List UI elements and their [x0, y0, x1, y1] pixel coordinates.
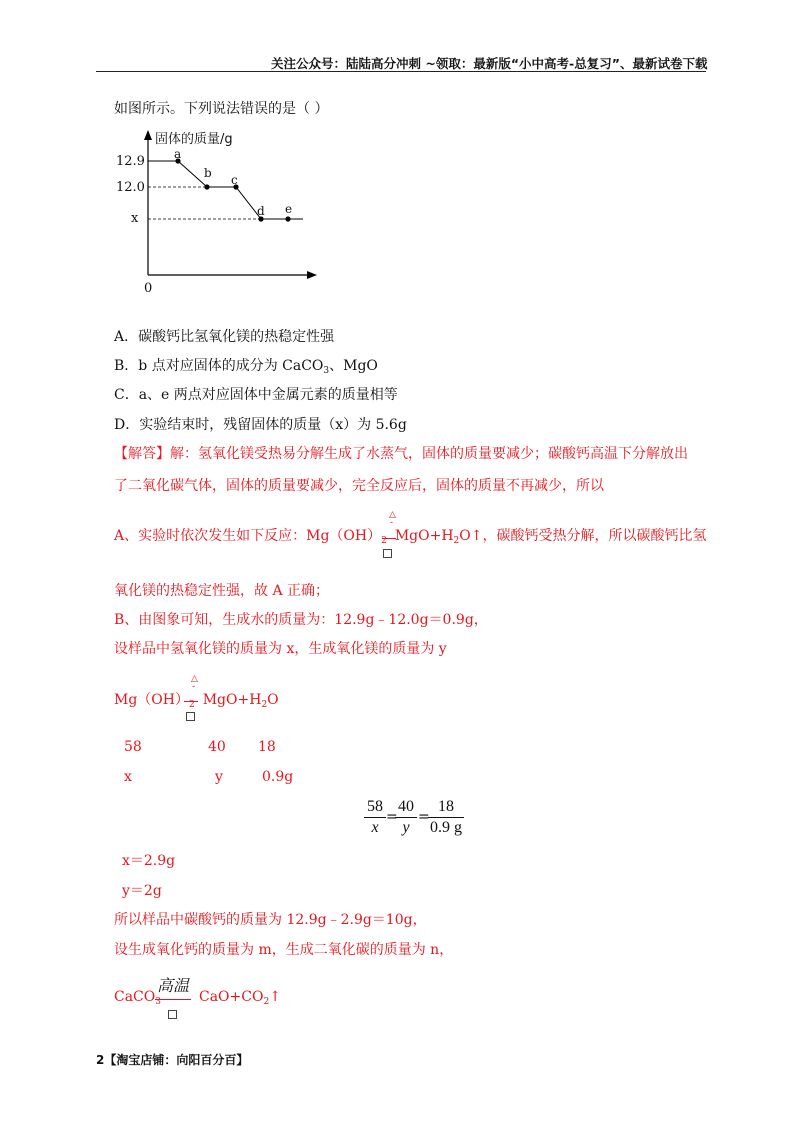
- fraction-1: 58 x: [364, 798, 386, 837]
- x-axis-arrow: [307, 271, 317, 279]
- header-rule: [96, 71, 706, 72]
- answer-line2: 了二氧化碳气体，固体的质量要减少，完全反应后，固体的质量不再减少，所以: [114, 478, 604, 494]
- answer-caco3: 所以样品中碳酸钙的质量为 12.9g﹣2.9g＝10g，: [114, 912, 427, 928]
- answer-set: 设生成氧化钙的质量为 m，生成二氧化碳的质量为 n，: [114, 942, 454, 958]
- answer-line-b: B、由图象可知，生成水的质量为：12.9g﹣12.0g＝0.9g，: [114, 612, 488, 628]
- point-e: [285, 216, 290, 221]
- equation-1: $Mg(OH)_2$ $MgO+H_2O$: [114, 692, 279, 710]
- option-a: A．碳酸钙比氢氧化镁的热稳定性强: [114, 329, 335, 345]
- label-b: b: [204, 166, 212, 180]
- option-c: C．a、e 两点对应固体中金属元素的质量相等: [114, 387, 398, 403]
- graph-ylabel: 固体的质量/g: [155, 132, 233, 147]
- mass-40: 40: [208, 739, 226, 755]
- option-d: D．实验结束时，残留固体的质量（x）为 5.6g: [114, 417, 407, 433]
- option-b: B．b 点对应固体的成分为 CaCO$_3$、MgO: [114, 358, 378, 376]
- origin-label: 0: [144, 281, 153, 296]
- answer-line1: 【解答】解：氢氧化镁受热易分解生成了水蒸气，固体的质量要减少；碳酸钙高温下分解放出: [114, 446, 688, 462]
- result-y: y＝2g: [122, 883, 162, 899]
- dash-1: -: [390, 518, 394, 528]
- fraction-3: 18 0.9 g: [430, 798, 462, 836]
- placeholder-box-2: [186, 706, 195, 725]
- var-x: x: [124, 769, 132, 785]
- var-y: y: [215, 769, 223, 785]
- page-header: 关注公众号：陆陆高分冲刺 ~领取：最新版“小中高考-总复习”、最新试卷下载: [271, 56, 708, 71]
- heat-symbol-2: △: [191, 674, 198, 684]
- label-e: e: [285, 202, 293, 216]
- label-d: d: [257, 204, 265, 218]
- tick-12-9: 12.9: [116, 154, 145, 169]
- tick-12-0: 12.0: [116, 180, 145, 195]
- label-c: c: [231, 173, 238, 187]
- placeholder-box-1: [383, 543, 392, 562]
- mass-58: 58: [124, 739, 142, 755]
- dash-2: -: [192, 682, 196, 692]
- y-axis-arrow: [144, 130, 152, 140]
- mass-curve: [148, 161, 303, 219]
- fraction-2: 40 y: [395, 798, 417, 837]
- eq-bar-2: [184, 701, 198, 702]
- condition-high-temp: 高温: [157, 976, 190, 995]
- result-x: x＝2.9g: [122, 853, 176, 869]
- question-intro: 如图所示。下列说法错误的是（ ）: [114, 101, 329, 117]
- answer-line-a2: 氧化镁的热稳定性强，故 A 正确；: [114, 583, 330, 599]
- equals-2: =: [418, 809, 430, 825]
- mass-18: 18: [258, 739, 276, 755]
- page-footer: 2【淘宝店铺：向阳百分百】: [96, 1053, 249, 1067]
- eq-bar-1: [382, 538, 396, 539]
- point-b: [204, 184, 209, 189]
- equals-1: =: [386, 809, 398, 825]
- heat-symbol-1: △: [389, 510, 396, 520]
- answer-line-b2: 设样品中氢氧化镁的质量为 x，生成氧化镁的质量为 y: [114, 641, 447, 657]
- equation-2: CaCO$_3$ $CaO+CO_2↑$: [114, 989, 281, 1007]
- answer-line-a: A、实验时依次发生如下反应：$Mg(OH)_2$ $MgO+H_2O↑$，碳酸钙受热分解，所以碳酸钙比氢: [114, 528, 707, 546]
- var-0-9g: 0.9g: [262, 769, 294, 785]
- tick-x: x: [131, 211, 139, 226]
- label-a: a: [174, 147, 182, 161]
